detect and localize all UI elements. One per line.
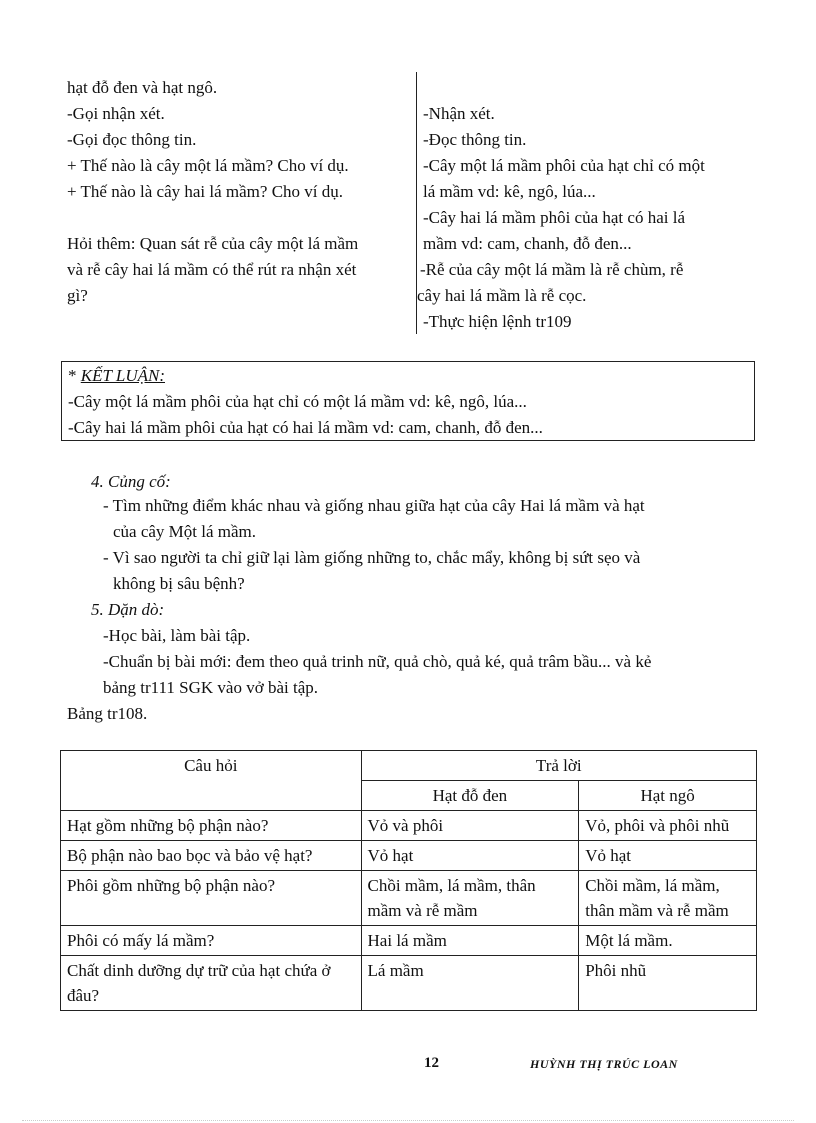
right-line-5: -Cây hai lá mầm phôi của hạt có hai lá (423, 208, 685, 227)
homework-heading: 5. Dặn dò: (91, 600, 165, 619)
conclusion-title: KẾT LUẬN: (80, 366, 165, 385)
row-question: Phôi gồm những bộ phận nào? (61, 871, 362, 926)
table-row (61, 811, 757, 841)
row-answer-2: Một lá mầm. (579, 926, 757, 956)
table-row (61, 871, 757, 926)
right-line-7: -Rễ của cây một lá mầm là rễ chùm, rễ (420, 260, 684, 279)
row-question: Phôi có mấy lá mầm? (61, 926, 362, 956)
author-name: HUỲNH THỊ TRÚC LOAN (530, 1057, 678, 1071)
left-line-6: Hỏi thêm: Quan sát rễ của cây một lá mầm (67, 234, 359, 253)
conclusion-star: * (68, 366, 77, 385)
conclusion-line-1: -Cây một lá mầm phôi của hạt chỉ có một lá mầm vd: kê, ngô, lúa... (68, 392, 527, 411)
consolidation-line-2: của cây Một lá mầm. (113, 522, 257, 541)
row-answer-2: Vỏ hạt (579, 841, 757, 871)
homework-line-3: bảng tr111 SGK vào vở bài tập. (103, 678, 318, 697)
row-question: Hạt gồm những bộ phận nào? (61, 811, 362, 841)
row-answer-1: Vỏ và phôi (361, 811, 579, 841)
answer-table (60, 750, 757, 1011)
conclusion-line-2: -Cây hai lá mầm phôi của hạt có hai lá mầm vd: cam, chanh, đỗ đen... (68, 418, 543, 437)
table-caption: Bảng tr108. (67, 704, 148, 723)
table-row (61, 841, 757, 871)
row-answer-1: Hai lá mầm (361, 926, 579, 956)
left-line-7: và rễ cây hai lá mầm có thể rút ra nhận xét (67, 260, 357, 279)
consolidation-line-1: - Tìm những điểm khác nhau và giống nhau giữa hạt của cây Hai lá mầm và hạt (103, 496, 645, 515)
homework-line-1: -Học bài, làm bài tập. (103, 626, 251, 645)
row-answer-1: Lá mầm (361, 956, 579, 1011)
left-line-4: + Thế nào là cây một lá mầm? Cho ví dụ. (67, 156, 349, 175)
table-row (61, 956, 757, 1011)
header-question: Câu hỏi (61, 751, 362, 811)
right-line-9: -Thực hiện lệnh tr109 (423, 312, 572, 331)
right-line-6: mầm vd: cam, chanh, đỗ đen... (423, 234, 632, 253)
subheader-hat-ngo: Hạt ngô (579, 781, 757, 811)
row-answer-1: Chồi mầm, lá mầm, thân mầm và rễ mầm (361, 871, 579, 926)
row-answer-1: Vỏ hạt (361, 841, 579, 871)
row-question: Bộ phận nào bao bọc và bảo vệ hạt? (61, 841, 362, 871)
left-line-8: gì? (67, 286, 88, 305)
left-line-2: -Gọi nhận xét. (67, 104, 165, 123)
right-line-3: -Cây một lá mầm phôi của hạt chỉ có một (423, 156, 705, 175)
left-line-3: -Gọi đọc thông tin. (67, 130, 197, 149)
header-answer: Trả lời (361, 751, 756, 781)
row-answer-2: Phôi nhũ (579, 956, 757, 1011)
consolidation-line-4: không bị sâu bệnh? (113, 574, 245, 593)
table-row (61, 926, 757, 956)
row-answer-2: Vỏ, phôi và phôi nhũ (579, 811, 757, 841)
right-line-2: -Đọc thông tin. (423, 130, 527, 149)
right-line-1: -Nhận xét. (423, 104, 495, 123)
subheader-hat-do-den: Hạt đỗ đen (361, 781, 579, 811)
left-line-1: hạt đỗ đen và hạt ngô. (67, 78, 218, 97)
right-line-8: cây hai lá mầm là rễ cọc. (417, 286, 587, 305)
bottom-dotted-rule (22, 1120, 794, 1121)
page-number: 12 (424, 1055, 439, 1071)
conclusion-title-line (68, 366, 165, 386)
row-question: Chất dinh dưỡng dự trữ của hạt chứa ở đâu? (61, 956, 362, 1011)
consolidation-heading: 4. Củng cố: (91, 472, 171, 491)
right-line-4: lá mầm vd: kê, ngô, lúa... (423, 182, 596, 201)
table-header-row (61, 751, 757, 781)
row-answer-2: Chồi mầm, lá mầm, thân mầm và rễ mầm (579, 871, 757, 926)
consolidation-line-3: - Vì sao người ta chỉ giữ lại làm giống những to, chắc mẩy, không bị sứt sẹo và (103, 548, 641, 567)
conclusion-box (61, 361, 755, 441)
left-line-5: + Thế nào là cây hai lá mầm? Cho ví dụ. (67, 182, 344, 201)
homework-line-2: -Chuẩn bị bài mới: đem theo quả trinh nữ, quả chò, quả ké, quả trâm bầu... và kẻ (103, 652, 652, 671)
